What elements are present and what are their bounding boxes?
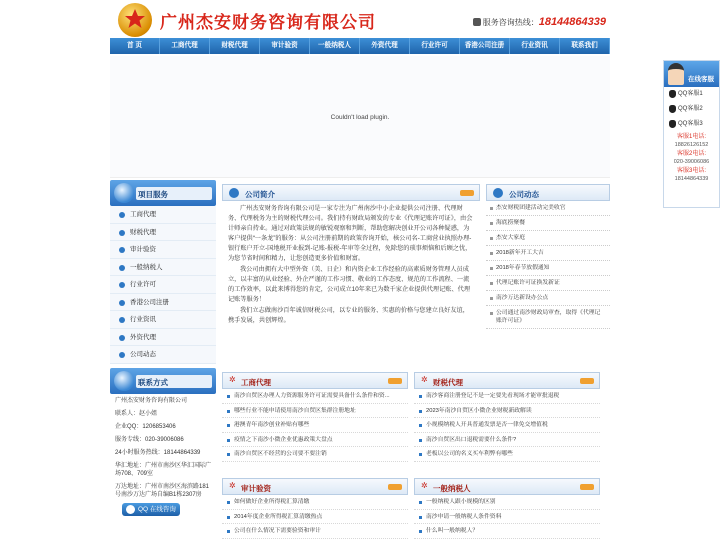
news-item[interactable]: 南沙万达新设办公点 xyxy=(486,291,610,306)
article-link[interactable]: 什么叫一般纳税人？ xyxy=(414,524,600,539)
agent-avatar xyxy=(668,63,684,85)
floating-support-panel xyxy=(663,60,720,208)
contact-info xyxy=(110,394,216,516)
nav-business-agency[interactable]: 工商代理 xyxy=(160,38,210,54)
hotline-number: 18826126152 xyxy=(674,142,709,148)
article-link[interactable]: 哪些行业不能申请使用南沙自贸区集群注册地址 xyxy=(222,404,408,419)
more-button[interactable] xyxy=(388,378,402,384)
qq-service-3[interactable]: QQ客服3 xyxy=(664,117,719,132)
nav-license[interactable]: 行业许可 xyxy=(410,38,460,54)
nav-contact[interactable]: 联系我们 xyxy=(560,38,610,54)
nav-hk-company[interactable]: 香港公司注册 xyxy=(460,38,510,54)
contact-title: 联系方式 xyxy=(138,377,168,387)
contact-line: 万达地址：广州市南沙区海滨路181号南沙万达广场自编B1栋2307房 xyxy=(115,483,210,498)
qq-service-2[interactable]: QQ客服2 xyxy=(664,102,719,117)
intro-panel xyxy=(222,184,480,330)
intro-paragraph: 我公司由拥有大中型外资（美、日企）和内资企业工作经验的高素质财务管理人员成立，以丰富的从业经验、外企严谨的工作习惯、敬业的工作态度、规范的工作流程、一流的工作效率，以此来博得您的肯定，公司成立10年来已为数千家企业提供代理记账、代理记账等服务！ xyxy=(228,266,471,303)
qq-service-1[interactable]: QQ客服1 xyxy=(664,87,719,102)
nav-home[interactable]: 首 页 xyxy=(110,38,160,54)
article-link[interactable]: 老板以公司的名义买车利弊有哪些 xyxy=(414,447,600,462)
support-title: 在线客服 xyxy=(688,76,714,83)
hotline-label: 客服3电话: xyxy=(676,168,706,174)
box-title: 财税代理 xyxy=(433,378,463,387)
service-item[interactable]: 工商代理 xyxy=(110,206,216,224)
article-link[interactable]: 南沙客商注册登记不是一定要先看现场才能审批退税 xyxy=(414,389,600,404)
hotline-number: 18144864339 xyxy=(538,16,606,28)
more-button[interactable] xyxy=(388,484,402,490)
service-item[interactable]: 财税代理 xyxy=(110,224,216,242)
hotline-label: 客服1电话: xyxy=(676,134,706,140)
news-item[interactable]: 2018新年开工大吉 xyxy=(486,246,610,261)
services-icon xyxy=(114,183,134,203)
contact-icon xyxy=(114,371,134,391)
sparkle-icon: ✲ xyxy=(421,375,428,384)
hotline-label: 服务咨询热线： xyxy=(482,18,539,27)
article-link[interactable]: 南沙自贸区不经营的公司要不要注销 xyxy=(222,447,408,462)
plugin-error-text: Couldn't load plugin. xyxy=(330,114,390,121)
article-link[interactable]: 2014年度企业所得税汇算清缴热点 xyxy=(222,510,408,525)
more-button[interactable] xyxy=(580,378,594,384)
box-general-taxpayer xyxy=(414,478,600,539)
contact-line: 广州杰安财务咨询有限公司 xyxy=(115,397,188,404)
services-title: 项目服务 xyxy=(138,190,168,199)
box-audit xyxy=(222,478,408,539)
nav-news[interactable]: 行业资讯 xyxy=(510,38,560,54)
qq-consult-button[interactable]: QQ 在线咨询 xyxy=(122,503,180,516)
hotline xyxy=(473,16,606,28)
news-item[interactable]: 杰安大家庭 xyxy=(486,231,610,246)
news-icon xyxy=(493,188,503,198)
hotline-label: 客服2电话: xyxy=(676,151,706,157)
nav-general-taxpayer[interactable]: 一般纳税人 xyxy=(310,38,360,54)
news-list xyxy=(486,201,610,329)
nav-foreign-agency[interactable]: 外资代理 xyxy=(360,38,410,54)
article-link[interactable]: 一般纳税人跟小规模的区别 xyxy=(414,495,600,510)
news-panel xyxy=(486,184,610,329)
contact-line: 24小时服务热线：18144864339 xyxy=(115,449,201,456)
intro-header xyxy=(222,184,480,201)
contact-line: 企业QQ：1206853406 xyxy=(115,423,176,430)
article-link[interactable]: 如何做好企业所得税汇算清缴 xyxy=(222,495,408,510)
contact-line: 服务专线：020-39006086 xyxy=(115,436,184,443)
hotline-number: 020-39006086 xyxy=(673,159,710,165)
contact-line: 华汇地址：广州市南沙区华汇国际广场708、709室 xyxy=(115,462,212,477)
news-item[interactable]: 2018年春节放假通知 xyxy=(486,261,610,276)
box-business xyxy=(222,372,408,462)
box-title: 一般纳税人 xyxy=(433,484,471,493)
news-item[interactable]: 海底捞聚餐 xyxy=(486,216,610,231)
hotline-number: 18144864339 xyxy=(674,176,709,182)
article-link[interactable]: 南沙自贸区办理人力资源服务许可证需要具备什么条件和资... xyxy=(222,389,408,404)
article-link[interactable]: 小规模纳税人开具普通发票是否一律免交增值税 xyxy=(414,418,600,433)
sparkle-icon: ✲ xyxy=(229,375,236,384)
article-link[interactable]: 2023年南沙自贸区小微企业财税新政解读 xyxy=(414,404,600,419)
support-header xyxy=(664,61,719,87)
sparkle-icon: ✲ xyxy=(229,481,236,490)
article-link[interactable]: 港澳青年南沙创业补贴有哪些 xyxy=(222,418,408,433)
box-title: 审计验资 xyxy=(241,484,271,493)
intro-paragraph: 广州杰安财务咨询有限公司是一家专注为广州南沙中小企业提供公司注册、代理财务、代理税务为主的财税代理公司。我们持有财政局颁发的专业《代理记账许可证》，由会计师亲自持业。通过对政策法规的敏锐观察和判断，帮助您解决创业开公司各种疑惑，为客户提供“一条龙”的服务：从公司注册前期的政策咨询开始，核公司名-工商营业执照办理-银行账户开立-国地税开业报到-记账-报税-年审等全过程，免除您的琐事烦恼和后顾之忧，为您节省时间和精力，让您创造更多价值和财富。 xyxy=(228,205,473,262)
more-button[interactable] xyxy=(460,190,474,196)
service-item[interactable]: 一般纳税人 xyxy=(110,259,216,277)
sparkle-icon: ✲ xyxy=(421,481,428,490)
box-title: 工商代理 xyxy=(241,378,271,387)
contact-header xyxy=(110,368,216,394)
star-logo-icon xyxy=(118,3,152,37)
article-link[interactable]: 南沙自贸区出口退税需要什么条件? xyxy=(414,433,600,448)
article-link[interactable]: 公司在什么情况下需要验资和审计 xyxy=(222,524,408,539)
nav-audit[interactable]: 审计验资 xyxy=(260,38,310,54)
phone-icon xyxy=(473,18,481,26)
intro-title: 公司简介 xyxy=(245,190,275,199)
news-item[interactable]: 公司通过南沙财政局审查，取得《代理记账许可证》 xyxy=(486,306,610,329)
intro-icon xyxy=(229,188,239,198)
news-header xyxy=(486,184,610,201)
intro-paragraph: 我们立志做南沙百年诚信财税公司，以专业的服务、实惠的价格与您建立良好友谊，携手发展，共创辉煌。 xyxy=(228,307,469,324)
news-title: 公司动态 xyxy=(509,190,539,199)
contact-line: 联系人：赵小姐 xyxy=(115,410,158,417)
box-tax xyxy=(414,372,600,462)
news-item[interactable]: 杰安财税团建活动完美收官 xyxy=(486,201,610,216)
header xyxy=(110,0,610,38)
services-list xyxy=(110,206,216,364)
banner-plugin-area xyxy=(110,56,610,178)
intro-body xyxy=(222,201,480,330)
left-sidebar xyxy=(110,180,216,516)
article-link[interactable]: 疫情之下南沙小微企业优惠政策大盘点 xyxy=(222,433,408,448)
page-wrapper xyxy=(110,0,610,540)
article-link[interactable]: 南沙申请一般纳税人条件资料 xyxy=(414,510,600,525)
more-button[interactable] xyxy=(580,484,594,490)
service-item[interactable]: 外资代理 xyxy=(110,329,216,347)
nav-tax-agency[interactable]: 财税代理 xyxy=(210,38,260,54)
service-item[interactable]: 审计验资 xyxy=(110,241,216,259)
service-item[interactable]: 行业许可 xyxy=(110,276,216,294)
service-item[interactable]: 公司动态 xyxy=(110,346,216,364)
company-name: 广州杰安财务咨询有限公司 xyxy=(160,13,376,33)
service-item[interactable]: 行业资讯 xyxy=(110,311,216,329)
service-item[interactable]: 香港公司注册 xyxy=(110,294,216,312)
news-item[interactable]: 代理记账许可证换发新证 xyxy=(486,276,610,291)
services-header xyxy=(110,180,216,206)
main-nav xyxy=(110,38,610,54)
